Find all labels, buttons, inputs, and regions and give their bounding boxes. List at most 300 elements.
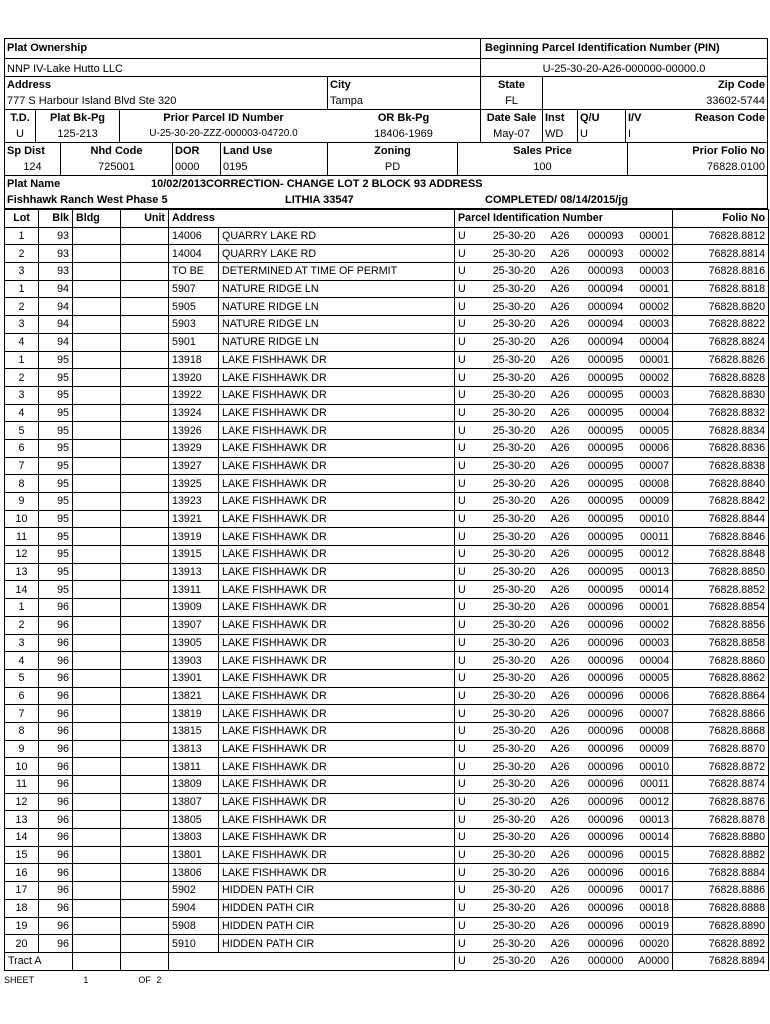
nhd-code-label: Nhd Code [90, 145, 143, 157]
cell-lot: 13 [5, 563, 39, 581]
cell-blk: 95 [39, 439, 73, 457]
cell-pin-lot: 00007 [627, 457, 673, 475]
table-row [5, 528, 769, 546]
cell-street-number: 13913 [169, 563, 219, 581]
cell-street-name: LAKE FISHHAWK DR [219, 811, 455, 829]
cell-unit [121, 510, 169, 528]
plat-name: Fishhawk Ranch West Phase 5 [7, 194, 168, 206]
reason-block [665, 110, 767, 142]
cell-street-number: 5903 [169, 316, 219, 334]
cell-street-name: LAKE FISHHAWK DR [219, 599, 455, 617]
date-sale-label: Date Sale [486, 112, 537, 124]
cell-bldg [73, 280, 121, 298]
zip-label: Zip Code [717, 79, 765, 91]
cell-pin-block: 000096 [573, 722, 627, 740]
cell-street-number: 13923 [169, 493, 219, 511]
completed-stamp: COMPLETED/ 08/14/2015/jg [485, 194, 629, 206]
cell-bldg [73, 316, 121, 334]
cell-lot: 8 [5, 475, 39, 493]
cell-unit [121, 528, 169, 546]
city-block [327, 77, 477, 109]
cell-pin-sub: A26 [539, 846, 573, 864]
table-row [5, 776, 769, 794]
cell-pin-lot: 00002 [627, 369, 673, 387]
cell-blk: 96 [39, 669, 73, 687]
cell-unit [121, 475, 169, 493]
cell-lot: 19 [5, 917, 39, 935]
cell-folio: 76828.8874 [673, 776, 769, 794]
cell-bldg [73, 457, 121, 475]
cell-street-number: 13918 [169, 351, 219, 369]
cell-bldg [73, 776, 121, 794]
cell-unit [121, 705, 169, 723]
cell-street-name: LAKE FISHHAWK DR [219, 546, 455, 564]
cell-street-number: 5904 [169, 899, 219, 917]
cell-folio: 76828.8836 [673, 439, 769, 457]
address-label: Address [7, 79, 52, 91]
iv-block [625, 110, 665, 142]
cell-lot: 5 [5, 422, 39, 440]
cell-pin-twp: 25-30-20 [479, 740, 539, 758]
cell-pin-sub: A26 [539, 864, 573, 882]
cell-pin-block: 000096 [573, 846, 627, 864]
cell-pin-block: 000093 [573, 263, 627, 281]
cell-street-number: 13815 [169, 722, 219, 740]
cell-unit [121, 546, 169, 564]
cell-folio: 76828.8870 [673, 740, 769, 758]
cell-street-number: 13909 [169, 599, 219, 617]
cell-pin-lot: 00011 [627, 528, 673, 546]
cell-unit [121, 298, 169, 316]
cell-pin-block: 000095 [573, 351, 627, 369]
cell-lot: 7 [5, 457, 39, 475]
cell-pin-prefix: U [455, 245, 479, 263]
cell-pin-twp: 25-30-20 [479, 333, 539, 351]
cell-lot: 17 [5, 882, 39, 900]
cell-pin-block: 000095 [573, 546, 627, 564]
cell-pin-sub: A26 [539, 687, 573, 705]
cell-street-name: LAKE FISHHAWK DR [219, 669, 455, 687]
cell-pin-lot: 00004 [627, 652, 673, 670]
cell-pin-block: 000095 [573, 563, 627, 581]
cell-street-name: LAKE FISHHAWK DR [219, 404, 455, 422]
cell-pin-sub: A26 [539, 882, 573, 900]
cell-blk: 96 [39, 722, 73, 740]
city-label: City [330, 79, 351, 91]
cell-street-number: 13925 [169, 475, 219, 493]
cell-lot: 3 [5, 263, 39, 281]
cell-street-name: LAKE FISHHAWK DR [219, 776, 455, 794]
cell-pin-block: 000095 [573, 404, 627, 422]
cell-folio: 76828.8846 [673, 528, 769, 546]
cell-pin-twp: 25-30-20 [479, 563, 539, 581]
qu-value: U [580, 128, 588, 140]
cell-blk: 95 [39, 351, 73, 369]
cell-pin-prefix: U [455, 493, 479, 511]
table-row [5, 563, 769, 581]
dor-block [172, 143, 220, 175]
cell-pin-twp: 25-30-20 [479, 510, 539, 528]
cell-pin-twp: 25-30-20 [479, 457, 539, 475]
cell-pin-lot: 00012 [627, 793, 673, 811]
cell-street-name: LAKE FISHHAWK DR [219, 493, 455, 511]
cell-blk: 96 [39, 882, 73, 900]
cell-folio: 76828.8876 [673, 793, 769, 811]
cell-pin-twp: 25-30-20 [479, 528, 539, 546]
cell-pin-lot: 00013 [627, 563, 673, 581]
td-value: U [16, 128, 24, 140]
cell-pin-lot: 00002 [627, 245, 673, 263]
cell-folio: 76828.8878 [673, 811, 769, 829]
cell-pin-twp: 25-30-20 [479, 722, 539, 740]
cell-bldg [73, 528, 121, 546]
cell-street-number: 13920 [169, 369, 219, 387]
cell-pin-twp: 25-30-20 [479, 864, 539, 882]
cell-pin-twp: 25-30-20 [479, 316, 539, 334]
cell-street-name: LAKE FISHHAWK DR [219, 634, 455, 652]
cell-street-number: 14006 [169, 227, 219, 245]
cell-bldg [73, 386, 121, 404]
cell-bldg [73, 404, 121, 422]
cell-bldg [73, 687, 121, 705]
cell-blk: 96 [39, 652, 73, 670]
cell-pin-lot: 00007 [627, 705, 673, 723]
cell-pin-twp: 25-30-20 [479, 599, 539, 617]
cell-street-name: LAKE FISHHAWK DR [219, 457, 455, 475]
cell-blk: 96 [39, 864, 73, 882]
cell-unit [121, 687, 169, 705]
cell-folio: 76828.8830 [673, 386, 769, 404]
cell-bldg [73, 811, 121, 829]
of-label: OF [138, 975, 151, 985]
cell-street-number: 13805 [169, 811, 219, 829]
cell-pin-block: 000096 [573, 669, 627, 687]
cell-bldg [73, 563, 121, 581]
zip-block [542, 77, 767, 109]
cell-pin-sub: A26 [539, 280, 573, 298]
cell-street-name: QUARRY LAKE RD [219, 227, 455, 245]
cell-street-name: LAKE FISHHAWK DR [219, 793, 455, 811]
cell-street-number: 13811 [169, 758, 219, 776]
or-bkpg-label: OR Bk-Pg [377, 112, 430, 124]
cell-folio: 76828.8842 [673, 493, 769, 511]
cell-blk: 93 [39, 263, 73, 281]
cell-street-name: LAKE FISHHAWK DR [219, 422, 455, 440]
cell-pin-prefix: U [455, 776, 479, 794]
cell-lot: 10 [5, 510, 39, 528]
cell-blk: 95 [39, 386, 73, 404]
cell-pin-prefix: U [455, 917, 479, 935]
cell-lot: 16 [5, 864, 39, 882]
locality: LITHIA 33547 [285, 194, 354, 206]
cell-pin-lot: 00001 [627, 351, 673, 369]
cell-pin-prefix: U [455, 422, 479, 440]
cell-pin-sub: A26 [539, 581, 573, 599]
cell-unit [121, 758, 169, 776]
col-unit: Unit [121, 210, 169, 228]
cell-pin-lot: 00002 [627, 616, 673, 634]
cell-unit [121, 599, 169, 617]
parcel-table [4, 209, 769, 971]
cell-pin-block: 000096 [573, 776, 627, 794]
cell-blk: 96 [39, 616, 73, 634]
cell-lot: 9 [5, 740, 39, 758]
prior-folio-label: Prior Folio No [692, 145, 765, 157]
cell-unit [121, 280, 169, 298]
prior-folio-value: 76828.0100 [706, 161, 765, 173]
cell-pin-sub: A26 [539, 935, 573, 953]
cell-street-number: 13921 [169, 510, 219, 528]
cell-pin-twp: 25-30-20 [479, 439, 539, 457]
cell-pin-twp: 25-30-20 [479, 758, 539, 776]
cell-folio: 76828.8838 [673, 457, 769, 475]
cell-pin-sub: A26 [539, 457, 573, 475]
cell-bldg [73, 793, 121, 811]
cell-pin-sub: A26 [539, 493, 573, 511]
cell-street-number: 13903 [169, 652, 219, 670]
cell-street-number: 13803 [169, 829, 219, 847]
cell-folio: 76828.8826 [673, 351, 769, 369]
cell-folio: 76828.8848 [673, 546, 769, 564]
cell-folio: 76828.8854 [673, 599, 769, 617]
td-block [5, 110, 35, 142]
cell-lot: 6 [5, 439, 39, 457]
cell-street-number: 5907 [169, 280, 219, 298]
cell-blk: 96 [39, 758, 73, 776]
cell-pin-sub: A26 [539, 599, 573, 617]
cell-pin-lot: 00008 [627, 722, 673, 740]
cell-folio: 76828.8840 [673, 475, 769, 493]
cell-pin-lot: A0000 [627, 952, 673, 970]
col-lot: Lot [5, 210, 39, 228]
cell-pin-twp: 25-30-20 [479, 422, 539, 440]
table-row [5, 899, 769, 917]
cell-bldg [73, 333, 121, 351]
cell-street-name: NATURE RIDGE LN [219, 316, 455, 334]
plat-name-label: Plat Name [7, 178, 61, 190]
cell-pin-twp: 25-30-20 [479, 776, 539, 794]
cell-folio: 76828.8816 [673, 263, 769, 281]
cell-address [169, 952, 455, 970]
table-row [5, 882, 769, 900]
cell-blk: 95 [39, 546, 73, 564]
cell-pin-block: 000094 [573, 316, 627, 334]
cell-pin-twp: 25-30-20 [479, 846, 539, 864]
state-value: FL [505, 95, 518, 107]
cell-blk: 94 [39, 298, 73, 316]
cell-folio: 76828.8812 [673, 227, 769, 245]
cell-blk: 95 [39, 475, 73, 493]
cell-pin-prefix: U [455, 740, 479, 758]
beginning-pin: U-25-30-20-A26-000000-00000.0 [480, 59, 767, 76]
cell-unit [121, 351, 169, 369]
cell-lot: 20 [5, 935, 39, 953]
cell-street-number: 13907 [169, 616, 219, 634]
cell-pin-prefix: U [455, 298, 479, 316]
cell-unit [121, 493, 169, 511]
cell-folio: 76828.8834 [673, 422, 769, 440]
cell-pin-lot: 00004 [627, 404, 673, 422]
cell-lot: 5 [5, 669, 39, 687]
cell-pin-block: 000095 [573, 457, 627, 475]
cell-pin-block: 000096 [573, 829, 627, 847]
cell-unit [121, 829, 169, 847]
cell-pin-prefix: U [455, 652, 479, 670]
cell-pin-twp: 25-30-20 [479, 705, 539, 723]
qu-label: Q/U [580, 112, 600, 124]
plat-record-sheet [4, 38, 768, 988]
cell-pin-block: 000096 [573, 864, 627, 882]
cell-pin-prefix: U [455, 634, 479, 652]
cell-folio: 76828.8860 [673, 652, 769, 670]
cell-street-name: LAKE FISHHAWK DR [219, 864, 455, 882]
sheet-number: 1 [83, 975, 89, 985]
cell-lot: 10 [5, 758, 39, 776]
reason-label: Reason Code [694, 112, 765, 124]
cell-folio: 76828.8864 [673, 687, 769, 705]
cell-folio: 76828.8888 [673, 899, 769, 917]
cell-street-name: NATURE RIDGE LN [219, 280, 455, 298]
header-block [4, 38, 768, 209]
cell-pin-prefix: U [455, 616, 479, 634]
cell-pin-prefix: U [455, 528, 479, 546]
cell-street-number: 13929 [169, 439, 219, 457]
cell-folio: 76828.8828 [673, 369, 769, 387]
cell-street-name: LAKE FISHHAWK DR [219, 740, 455, 758]
cell-pin-sub: A26 [539, 634, 573, 652]
cell-unit [121, 864, 169, 882]
cell-unit [121, 952, 169, 970]
cell-pin-block: 000095 [573, 528, 627, 546]
cell-street-number: 5910 [169, 935, 219, 953]
cell-street-number: 13806 [169, 864, 219, 882]
cell-pin-sub: A26 [539, 669, 573, 687]
sp-dist-block [5, 143, 60, 175]
or-bkpg-value: 18406-1969 [374, 128, 433, 140]
cell-blk: 94 [39, 333, 73, 351]
cell-pin-prefix: U [455, 829, 479, 847]
cell-pin-prefix: U [455, 227, 479, 245]
cell-pin-block: 000000 [573, 952, 627, 970]
dor-value: 0000 [175, 161, 200, 173]
sheet-total: 2 [156, 975, 162, 985]
cell-street-number: 13813 [169, 740, 219, 758]
table-row [5, 687, 769, 705]
table-row [5, 510, 769, 528]
cell-folio: 76828.8818 [673, 280, 769, 298]
cell-pin-block: 000093 [573, 245, 627, 263]
cell-bldg [73, 493, 121, 511]
cell-unit [121, 776, 169, 794]
inst-value: WD [545, 128, 564, 140]
cell-pin-block: 000095 [573, 369, 627, 387]
table-row [5, 546, 769, 564]
cell-pin-sub: A26 [539, 740, 573, 758]
cell-street-name: HIDDEN PATH CIR [219, 935, 455, 953]
zoning-value: PD [384, 161, 401, 173]
cell-pin-sub: A26 [539, 245, 573, 263]
cell-pin-lot: 00009 [627, 740, 673, 758]
cell-pin-block: 000096 [573, 616, 627, 634]
cell-pin-lot: 00016 [627, 864, 673, 882]
cell-pin-lot: 00018 [627, 899, 673, 917]
cell-blk: 95 [39, 510, 73, 528]
cell-bldg [73, 740, 121, 758]
col-blk: Blk [39, 210, 73, 228]
cell-street-number: 13807 [169, 793, 219, 811]
cell-unit [121, 563, 169, 581]
cell-pin-block: 000096 [573, 634, 627, 652]
cell-lot: 3 [5, 634, 39, 652]
cell-pin-lot: 00001 [627, 227, 673, 245]
table-row [5, 439, 769, 457]
zoning-label: Zoning [374, 145, 411, 157]
table-header-row [5, 210, 769, 228]
cell-street-name: LAKE FISHHAWK DR [219, 758, 455, 776]
cell-folio: 76828.8872 [673, 758, 769, 776]
cell-pin-lot: 00004 [627, 333, 673, 351]
cell-pin-block: 000096 [573, 899, 627, 917]
cell-street-name: LAKE FISHHAWK DR [219, 475, 455, 493]
cell-bldg [73, 829, 121, 847]
prior-pin-block [119, 110, 327, 142]
cell-pin-sub: A26 [539, 899, 573, 917]
cell-pin-lot: 00001 [627, 599, 673, 617]
date-sale-block [480, 110, 542, 142]
cell-street-number: 5905 [169, 298, 219, 316]
cell-folio: 76828.8822 [673, 316, 769, 334]
cell-bldg [73, 899, 121, 917]
cell-blk: 96 [39, 740, 73, 758]
cell-street-name: LAKE FISHHAWK DR [219, 652, 455, 670]
cell-pin-lot: 00005 [627, 422, 673, 440]
cell-pin-twp: 25-30-20 [479, 634, 539, 652]
cell-pin-prefix: U [455, 599, 479, 617]
cell-blk: 95 [39, 369, 73, 387]
cell-bldg [73, 864, 121, 882]
cell-blk: 94 [39, 280, 73, 298]
cell-street-name: LAKE FISHHAWK DR [219, 528, 455, 546]
cell-blk: 94 [39, 316, 73, 334]
cell-bldg [73, 935, 121, 953]
cell-bldg [73, 758, 121, 776]
cell-folio: 76828.8892 [673, 935, 769, 953]
cell-unit [121, 634, 169, 652]
cell-pin-block: 000095 [573, 422, 627, 440]
cell-pin-twp: 25-30-20 [479, 546, 539, 564]
cell-pin-lot: 00011 [627, 776, 673, 794]
nhd-code-value: 725001 [98, 161, 135, 173]
cell-pin-twp: 25-30-20 [479, 298, 539, 316]
cell-blk: 95 [39, 528, 73, 546]
cell-lot: 14 [5, 581, 39, 599]
cell-pin-lot: 00003 [627, 634, 673, 652]
prior-folio-block [627, 143, 767, 175]
cell-street-name: LAKE FISHHAWK DR [219, 563, 455, 581]
cell-pin-twp: 25-30-20 [479, 404, 539, 422]
cell-pin-sub: A26 [539, 369, 573, 387]
cell-pin-block: 000096 [573, 917, 627, 935]
cell-unit [121, 652, 169, 670]
table-row [5, 652, 769, 670]
cell-pin-lot: 00020 [627, 935, 673, 953]
cell-street-name: LAKE FISHHAWK DR [219, 510, 455, 528]
qu-block [577, 110, 625, 142]
land-use-label: Land Use [223, 145, 273, 157]
cell-unit [121, 581, 169, 599]
cell-unit [121, 846, 169, 864]
cell-blk: 93 [39, 227, 73, 245]
